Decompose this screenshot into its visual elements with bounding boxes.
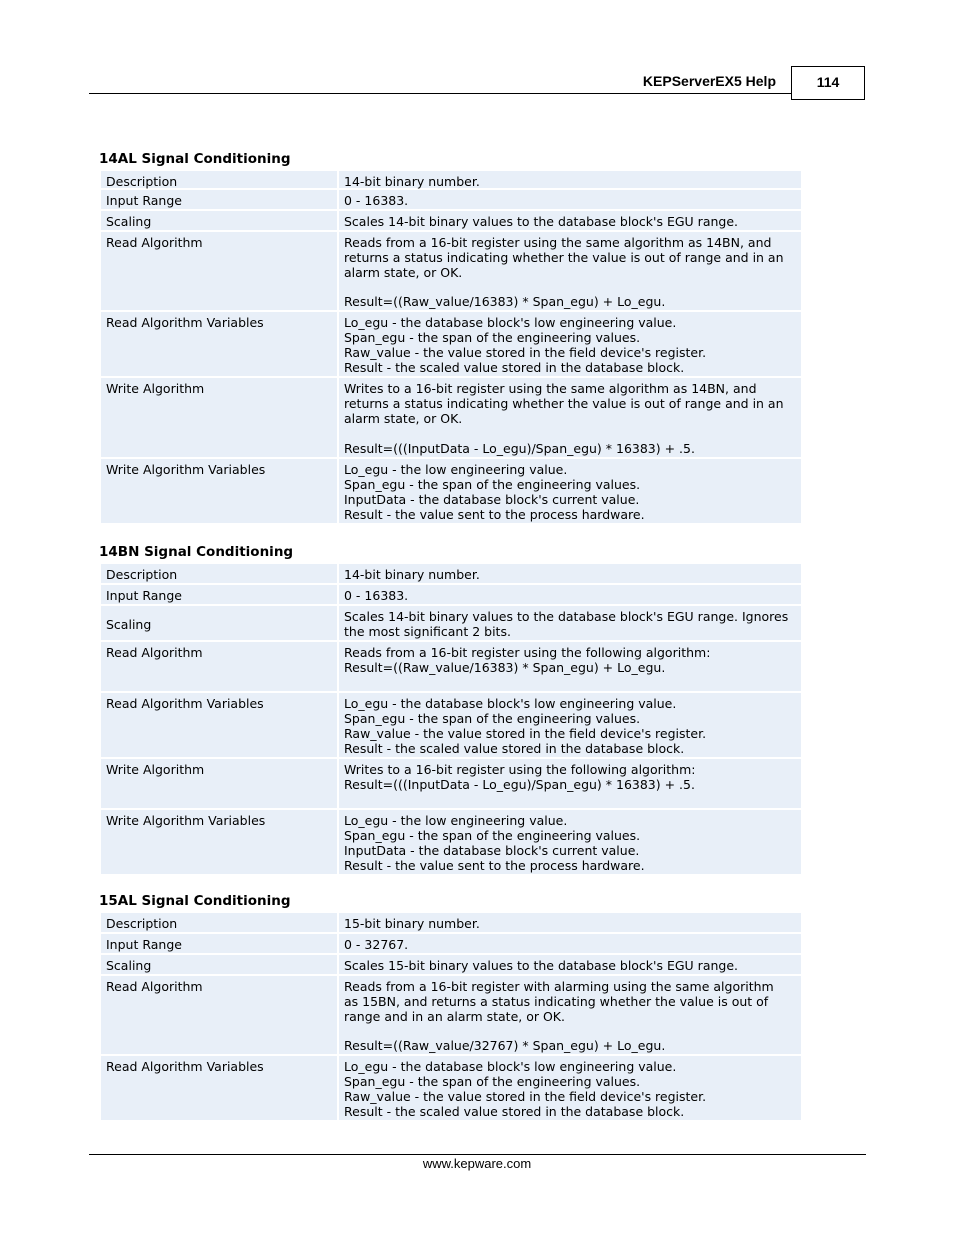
definition-table [101, 171, 802, 523]
row-value [339, 459, 801, 523]
text-line: Result=(((InputData - Lo_egu)/Span_egu) * 16383) + .5. [344, 777, 695, 792]
text-line: Reads from a 16-bit register using the following algorithm: [344, 645, 711, 660]
row-value [339, 190, 801, 209]
text-line: range and in an alarm state, or OK. [344, 1009, 565, 1024]
section-14bn [99, 544, 802, 876]
row-value [339, 642, 801, 691]
table-row [101, 976, 802, 1054]
table-row [101, 913, 802, 932]
table-row [101, 642, 802, 691]
row-label: Input Range [101, 190, 337, 209]
table-row [101, 232, 802, 310]
text-line: Raw_value - the value stored in the field device's register. [344, 726, 707, 741]
text-line: Span_egu - the span of the engineering values. [344, 477, 641, 492]
footer-divider [89, 1154, 866, 1155]
text-line: Raw_value - the value stored in the field device's register. [344, 1089, 707, 1104]
text-line: Lo_egu - the database block's low engineering value. [344, 696, 677, 711]
text-line: Result=((Raw_value/32767) * Span_egu) + Lo_egu. [344, 1038, 666, 1053]
row-label: Description [101, 171, 337, 188]
text-line: Result=(((InputData - Lo_egu)/Span_egu) * 16383) + .5. [344, 441, 695, 456]
text-line: Raw_value - the value stored in the field device's register. [344, 345, 707, 360]
row-label: Scaling [101, 955, 337, 974]
text-line: Result - the scaled value stored in the database block. [344, 1104, 685, 1119]
text-line: InputData - the database block's current value. [344, 492, 640, 507]
text-line: Reads from a 16-bit register with alarming using the same algorithm [344, 979, 774, 994]
definition-table [101, 564, 802, 874]
text-line [344, 1024, 796, 1038]
text-line: Span_egu - the span of the engineering values. [344, 828, 641, 843]
table-row [101, 564, 802, 583]
text-line: InputData - the database block's current value. [344, 843, 640, 858]
text-line: Lo_egu - the database block's low engineering value. [344, 315, 677, 330]
row-value [339, 693, 801, 757]
text-line [344, 280, 796, 294]
row-value [339, 976, 801, 1054]
row-label: Input Range [101, 585, 337, 604]
text-line: Scales 15-bit binary values to the database block's EGU range. [344, 958, 738, 973]
table-row [101, 810, 802, 874]
section-title: 15AL Signal Conditioning [99, 893, 291, 909]
row-value [339, 934, 801, 953]
row-value [339, 312, 801, 376]
row-label: Write Algorithm Variables [101, 810, 337, 874]
text-line: 0 - 16383. [344, 193, 409, 208]
table-row [101, 934, 802, 953]
text-line: Scales 14-bit binary values to the database block's EGU range. Ignores [344, 609, 789, 624]
table-row [101, 459, 802, 523]
text-line: 14-bit binary number. [344, 567, 480, 582]
section-15al [99, 893, 802, 1122]
text-line: Span_egu - the span of the engineering values. [344, 711, 641, 726]
text-line: Result - the scaled value stored in the database block. [344, 360, 685, 375]
text-line: Lo_egu - the low engineering value. [344, 813, 568, 828]
row-label: Scaling [101, 211, 337, 230]
text-line: Result - the value sent to the process hardware. [344, 858, 645, 873]
row-label: Read Algorithm Variables [101, 312, 337, 376]
text-line: Span_egu - the span of the engineering values. [344, 330, 641, 345]
text-line: Writes to a 16-bit register using the same algorithm as 14BN, and [344, 381, 757, 396]
text-line: 0 - 16383. [344, 588, 409, 603]
table-row [101, 1056, 802, 1120]
table-row [101, 378, 802, 457]
row-value [339, 913, 801, 932]
row-label: Read Algorithm [101, 232, 337, 310]
row-label: Description [101, 913, 337, 932]
text-line: Result=((Raw_value/16383) * Span_egu) + Lo_egu. [344, 294, 666, 309]
row-value [339, 606, 801, 640]
row-value [339, 378, 801, 457]
row-value [339, 564, 801, 583]
text-line: Result - the scaled value stored in the database block. [344, 741, 685, 756]
table-row [101, 211, 802, 230]
row-value [339, 211, 801, 230]
row-label: Read Algorithm Variables [101, 1056, 337, 1120]
row-label: Read Algorithm Variables [101, 693, 337, 757]
table-row [101, 585, 802, 604]
row-label: Input Range [101, 934, 337, 953]
text-line: the most significant 2 bits. [344, 624, 511, 639]
row-label: Scaling [101, 606, 337, 640]
text-line: as 15BN, and returns a status indicating whether the value is out of [344, 994, 769, 1009]
row-value [339, 585, 801, 604]
text-line: 14-bit binary number. [344, 174, 480, 189]
table-row [101, 759, 802, 808]
definition-table [101, 913, 802, 1120]
text-line: Result=((Raw_value/16383) * Span_egu) + Lo_egu. [344, 660, 666, 675]
row-label: Description [101, 564, 337, 583]
text-line: returns a status indicating whether the value is out of range and in an [344, 396, 784, 411]
text-line: Scales 14-bit binary values to the database block's EGU range. [344, 214, 738, 229]
row-value [339, 171, 801, 188]
table-row [101, 190, 802, 209]
text-line: 0 - 32767. [344, 937, 409, 952]
header-title: KEPServerEX5 Help [642, 73, 776, 89]
row-label: Write Algorithm Variables [101, 459, 337, 523]
text-line: Lo_egu - the low engineering value. [344, 462, 568, 477]
footer-url[interactable]: www.kepware.com [422, 1156, 532, 1171]
page-number-box: 114 [791, 66, 865, 100]
text-line: alarm state, or OK. [344, 265, 463, 280]
table-row [101, 955, 802, 974]
text-line: Reads from a 16-bit register using the same algorithm as 14BN, and [344, 235, 772, 250]
text-line: Span_egu - the span of the engineering values. [344, 1074, 641, 1089]
text-line: Result - the value sent to the process hardware. [344, 507, 645, 522]
row-label: Write Algorithm [101, 759, 337, 808]
table-row [101, 312, 802, 376]
table-row [101, 606, 802, 640]
row-value [339, 759, 801, 808]
row-value [339, 810, 801, 874]
text-line: Writes to a 16-bit register using the following algorithm: [344, 762, 696, 777]
text-line: Lo_egu - the database block's low engineering value. [344, 1059, 677, 1074]
row-label: Write Algorithm [101, 378, 337, 457]
header-divider [89, 93, 791, 94]
table-row [101, 171, 802, 188]
row-value [339, 232, 801, 310]
section-14al [99, 151, 802, 525]
row-value [339, 955, 801, 974]
text-line [344, 426, 796, 441]
text-line: returns a status indicating whether the value is out of range and in an [344, 250, 784, 265]
row-label: Read Algorithm [101, 642, 337, 691]
text-line: 15-bit binary number. [344, 916, 480, 931]
section-title: 14BN Signal Conditioning [99, 544, 294, 560]
row-value [339, 1056, 801, 1120]
table-row [101, 693, 802, 757]
text-line: alarm state, or OK. [344, 411, 463, 426]
row-label: Read Algorithm [101, 976, 337, 1054]
section-title: 14AL Signal Conditioning [99, 151, 291, 167]
